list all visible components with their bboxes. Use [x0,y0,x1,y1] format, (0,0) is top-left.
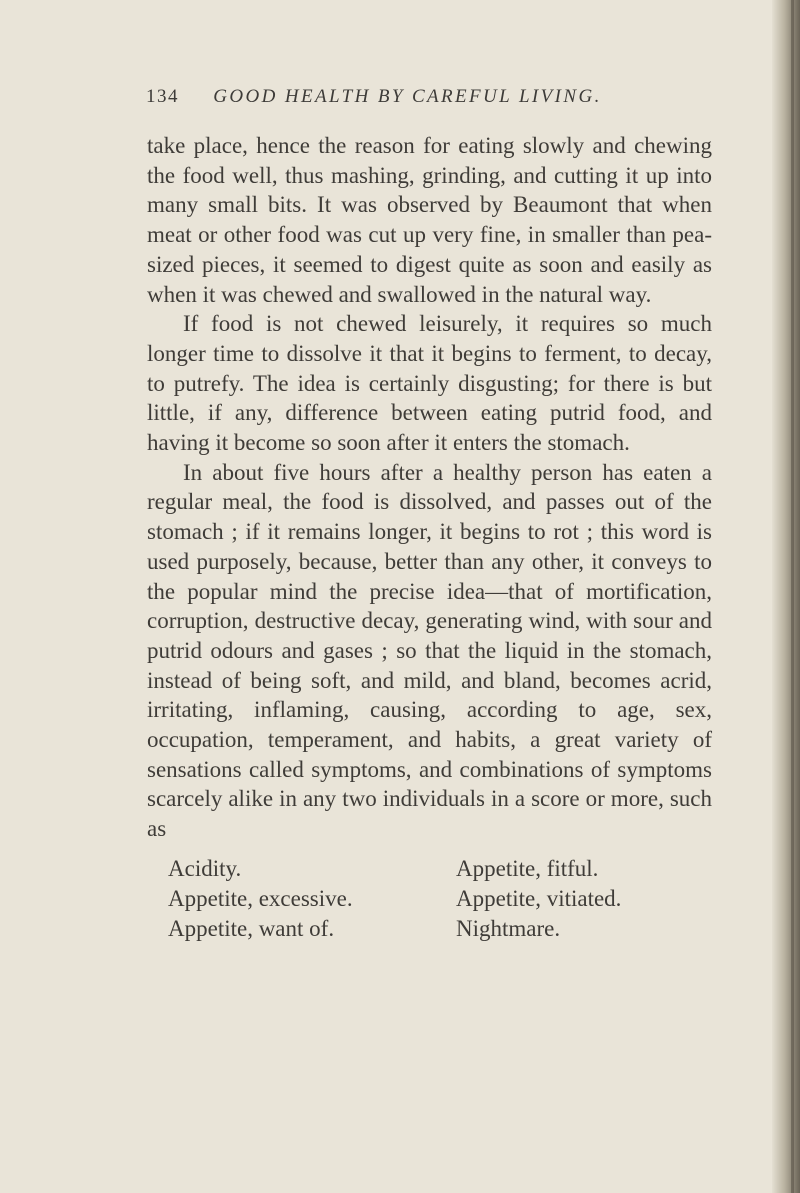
list-item: Appetite, vitiated. [456,886,622,911]
list-item: Nightmare. [456,916,561,941]
paragraph-2: If food is not chewed leisurely, it requires so much longer time to dissolve it that it begins to ferment, to decay, to putrefy. The idea is certainly disgusting; for there is but little, if any, difference between eating putrid food, and having it become so soon after it enters the stomach. [147,311,712,456]
symptom-list [168,854,728,944]
page-edge-line [791,0,794,1193]
list-item: Appetite, excessive. [168,886,353,911]
paragraph-1: take place, hence the reason for eating slowly and chewing the food well, thus mashing, grinding, and cutting it up into many small bits. It was observed by Beaumont that when meat or other food was cut up very fine, in smaller than pea-sized pieces, it seemed to digest quite as soon and easily as when it was chewed and swallowed in the natural way. [147,133,712,307]
list-item: Appetite, fitful. [456,856,599,881]
list-item: Appetite, want of. [168,916,335,941]
list-row [168,884,728,914]
list-item: Acidity. [168,856,242,881]
list-row [168,854,728,884]
running-title: GOOD HEALTH BY CAREFUL LIVING. [213,86,602,107]
page-number: 134 [146,86,179,107]
body-text [147,131,712,844]
running-head [146,86,746,116]
list-row [168,914,728,944]
page-edge-shadow [772,0,800,1193]
paragraph-3: In about five hours after a healthy person has eaten a regular meal, the food is dissolved, and passes out of the stomach ; if it remains longer, it begins to rot ; this word is used purposely, because, better than any other, it conveys to the popular mind the precise idea—that of mortification, corruption, destructive decay, generating wind, with sour and putrid odours and gases ; so that the liquid in the stomach, instead of being soft, and mild, and bland, becomes acrid, irritating, inflaming, causing, according to age, sex, occupation, temperament, and habits, a great variety of sensations called symptoms, and combinations of symptoms scarcely alike in any two individuals in a score or more, such as [147,459,712,842]
